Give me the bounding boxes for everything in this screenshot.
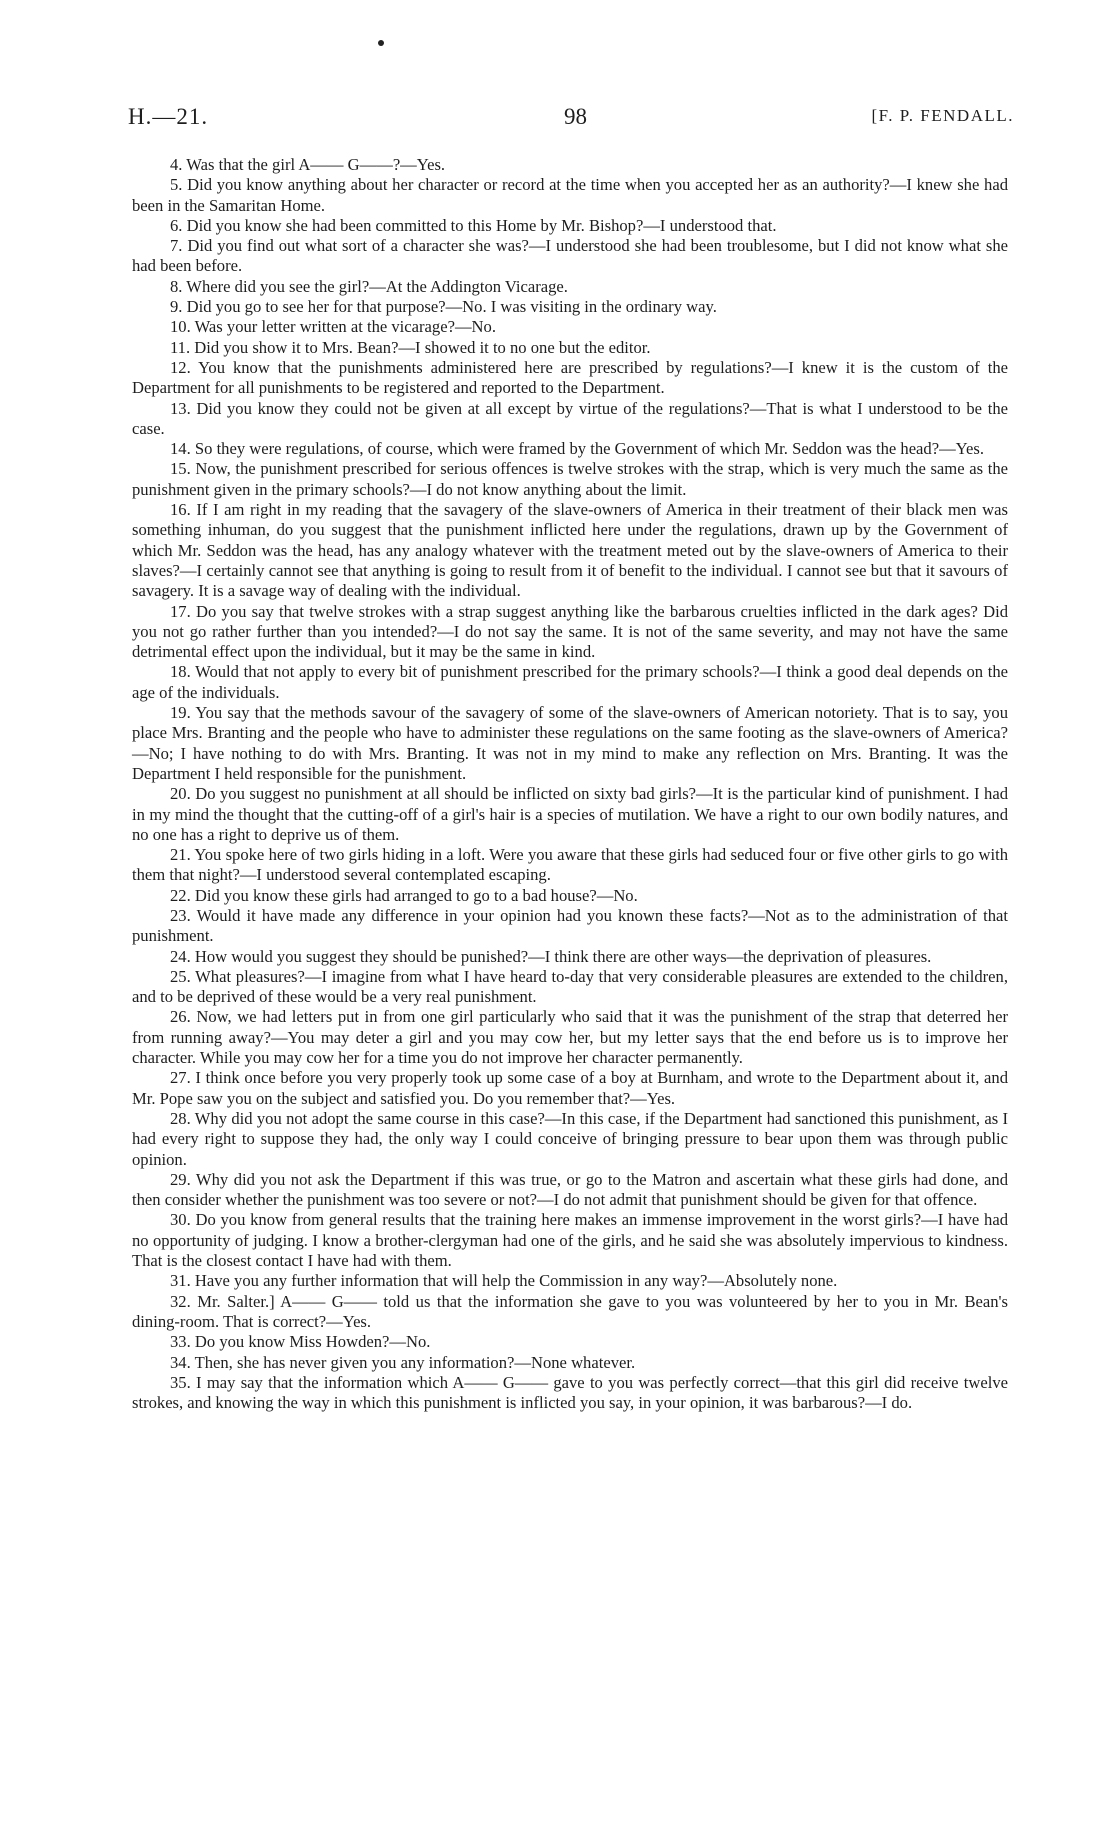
question-14: 14. So they were regulations, of course, which were framed by the Government of which Mr. Seddon was the head?—Yes. <box>170 439 984 459</box>
question-11: 11. Did you show it to Mrs. Bean?—I showed it to no one but the editor. <box>170 337 651 357</box>
question-27: 27. I think once before you very properly took up some case of a boy at Burnham, and wrote to the Department about it, and Mr. Pope saw you on the subject and satisfied you. Do you remember that?—Yes. <box>132 1068 1008 1108</box>
question-5: 5. Did you know anything about her character or record at the time when you accepted her as an authority?—I knew she had been in the Samaritan Home. <box>132 175 1008 215</box>
question-13: 13. Did you know they could not be given at all except by virtue of the regulations?—That is what I understood to be the case. <box>132 398 1008 438</box>
page-number: 98 <box>564 104 587 129</box>
question-19: 19. You say that the methods savour of the savagery of some of the slave-owners of American notoriety. That is to say, you place Mrs. Branting and the people who have to administer these regulations on the same footing as the slave-owners of America?—No; I have nothing to do with Mrs. Branting. It was not in my mind to make any reflection on Mrs. Branting. It was the Department I held responsible for the punishment. <box>132 703 1008 783</box>
question-4: 4. Was that the girl A—— G——?—Yes. <box>170 155 446 174</box>
question-16: 16. If I am right in my reading that the savagery of the slave-owners of America in their treatment of their black men was something inhuman, do you suggest that the punishment inflicted here under the regulations, drawn up by the Government of which Mr. Seddon was the head, has any analogy whatever with the treatment meted out by the slave-owners of America to their slaves?—I certainly cannot see that anything is going to result from it of benefit to the individual. I cannot see but that it savours of savagery. It is a savage way of dealing with the individual. <box>132 500 1008 601</box>
question-31: 31. Have you any further information that will help the Commission in any way?—Absolutely none. <box>170 1271 838 1291</box>
question-6: 6. Did you know she had been committed to this Home by Mr. Bishop?—I understood that. <box>170 215 777 235</box>
question-22: 22. Did you know these girls had arranged to go to a bad house?—No. <box>170 885 638 905</box>
question-32: 32. Mr. Salter.] A—— G—— told us that the information she gave to you was volunteered by her to you in Mr. Bean's dining-room. That is correct?—Yes. <box>132 1291 1008 1331</box>
question-15: 15. Now, the punishment prescribed for serious offences is twelve strokes with the strap, which is very much the same as the punishment given in the primary schools?—I do not know anything about the limit. <box>132 459 1008 499</box>
question-29: 29. Why did you not ask the Department if this was true, or go to the Matron and ascertain what these girls had done, and then consider whether the punishment was too severe or not?—I do not admit that punishment should be given for that offence. <box>132 1169 1008 1210</box>
question-17: 17. Do you say that twelve strokes with a strap suggest anything like the barbarous cruelties inflicted in the dark ages? Did you not go rather further than you intended?—I do not say the same. It is not of the same severity, and may not have the same detrimental effect upon the individual, but it may be the same in kind. <box>132 601 1008 662</box>
question-34: 34. Then, she has never given you any information?—None whatever. <box>170 1352 636 1372</box>
question-28: 28. Why did you not adopt the same course in this case?—In this case, if the Department had sanctioned this punishment, as I had every right to suppose they had, the only way I could conceive of bringing pressure to bear upon them was through public opinion. <box>132 1108 1008 1169</box>
question-18: 18. Would that not apply to every bit of punishment prescribed for the primary schools?—I think a good deal depends on the age of the individuals. <box>132 662 1008 702</box>
question-7: 7. Did you find out what sort of a character she was?—I understood she had been troublesome, but I did not know what she had been before. <box>132 236 1008 276</box>
question-26: 26. Now, we had letters put in from one girl particularly who said that it was the punishment of the strap that deterred her from running away?—You may deter a girl and you may cow her, but my letter says that the end before us is to improve her character. While you may cow her for a time you do not improve her character permanently. <box>132 1007 1008 1068</box>
question-10: 10. Was your letter written at the vicarage?—No. <box>170 317 496 337</box>
witness-name: [F. P. FENDALL. <box>871 106 1014 125</box>
testimony-body <box>132 155 1008 1413</box>
question-23: 23. Would it have made any difference in your opinion had you known these facts?—Not as to the administration of that punishment. <box>132 905 1008 946</box>
question-35: 35. I may say that the information which A—— G—— gave to you was perfectly correct—that this girl did receive twelve strokes, and knowing the way in which this punishment is inflicted you say, in your opinion, it was barbarous?—I do. <box>132 1372 1008 1413</box>
page-header <box>128 104 1014 134</box>
ink-speck <box>378 40 384 46</box>
question-8: 8. Where did you see the girl?—At the Addington Vicarage. <box>170 276 568 296</box>
question-24: 24. How would you suggest they should be punished?—I think there are other ways—the deprivation of pleasures. <box>170 946 932 966</box>
question-21: 21. You spoke here of two girls hiding in a loft. Were you aware that these girls had seduced four or five other girls to go with them that night?—I understood several contemplated escaping. <box>132 845 1008 885</box>
question-25: 25. What pleasures?—I imagine from what I have heard to-day that very considerable pleasures are extended to the children, and to be deprived of these would be a very real punishment. <box>132 966 1008 1007</box>
question-9: 9. Did you go to see her for that purpose?—No. I was visiting in the ordinary way. <box>170 297 717 317</box>
question-30: 30. Do you know from general results that the training here makes an immense improvement in the worst girls?—I have had no opportunity of judging. I know a brother-clergyman had one of the girls, and he said she was absolutely impervious to kindness. That is the closest contact I have had with them. <box>132 1210 1008 1271</box>
question-12: 12. You know that the punishments administered here are prescribed by regulations?—I knew it is the custom of the Department for all punishments to be registered and reported to the Department. <box>132 357 1008 398</box>
question-33: 33. Do you know Miss Howden?—No. <box>170 1332 431 1352</box>
series-label: H.—21. <box>128 104 209 129</box>
question-20: 20. Do you suggest no punishment at all should be inflicted on sixty bad girls?—It is the particular kind of punishment. I had in my mind the thought that the cutting-off of a girl's hair is a species of mutilation. We have a right to our own bodily natures, and no one has a right to deprive us of them. <box>132 784 1008 844</box>
